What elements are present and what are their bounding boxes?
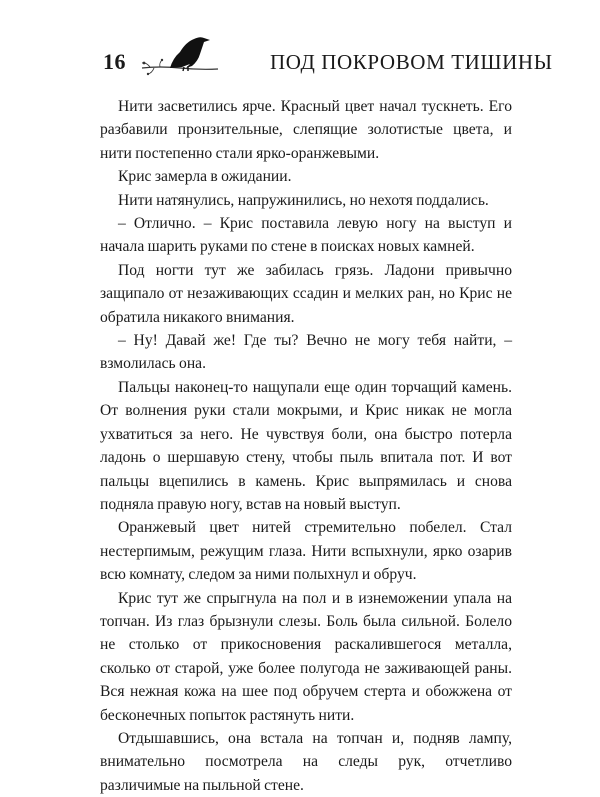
running-title: ПОД ПОКРОВОМ ТИШИНЫ: [270, 50, 553, 74]
paragraph: Оранжевый цвет нитей стремительно побелел. Стал нестерпимым, режущим глаза. Нити вспыхнули, ярко озарив всю комнату, следом за ними полыхнул и обруч.: [100, 519, 512, 584]
paragraph: Под ногти тут же забилась грязь. Ладони привычно защипало от незаживающих ссадин и мелких ран, но Крис не обратила никакого внимания.: [100, 261, 512, 326]
crow-on-branch-icon: [140, 28, 220, 78]
paragraph: Нити натянулись, напружинились, но нехотя поддались.: [118, 191, 489, 209]
paragraph: Отдышавшись, она встала на топчан и, подняв лампу, внимательно посмотрела на следы рук, отчетливо различимые на пыльной стене.: [100, 729, 512, 794]
paragraph: Пальцы наконец-то нащупали еще один торчащий камень. От волнения руки стали мокрыми, и Крис никак не могла ухватиться за него. Не чувствуя боли, она быстро потерла ладонь о шершавую стену, чтобы пыль впитала пот. И вот пальцы вцепились в камень. Крис выпрямилась и снова подняла правую ногу, встав на новый выступ.: [100, 378, 512, 513]
paragraph: Крис замерла в ожидании.: [118, 168, 292, 186]
page-number: 16: [103, 49, 126, 74]
paragraph: Крис тут же спрыгнула на пол и в изнеможении упала на топчан. Из глаз брызнули слезы. Боль была сильной. Болело не столько от прикосновения раскалившегося металла, сколько от старой, уже более полугода не заживающей раны. Вся нежная кожа на шее под обручем стерта и обожжена от бесконечных попыток растянуть нити.: [100, 589, 512, 724]
paragraph: – Ну! Давай же! Где ты? Вечно не могу тебя найти, – взмолилась она.: [100, 332, 512, 373]
paragraph: – Отлично. – Крис поставила левую ногу на выступ и начала шарить руками по стене в поисках новых камней.: [100, 215, 512, 256]
body-text: [100, 95, 512, 797]
paragraph: Нити засветились ярче. Красный цвет начал тускнеть. Его разбавили пронзительные, слепящие золотистые цвета, и нити постепенно стали ярко-оранжевыми.: [100, 98, 512, 162]
page-header: [0, 0, 600, 90]
